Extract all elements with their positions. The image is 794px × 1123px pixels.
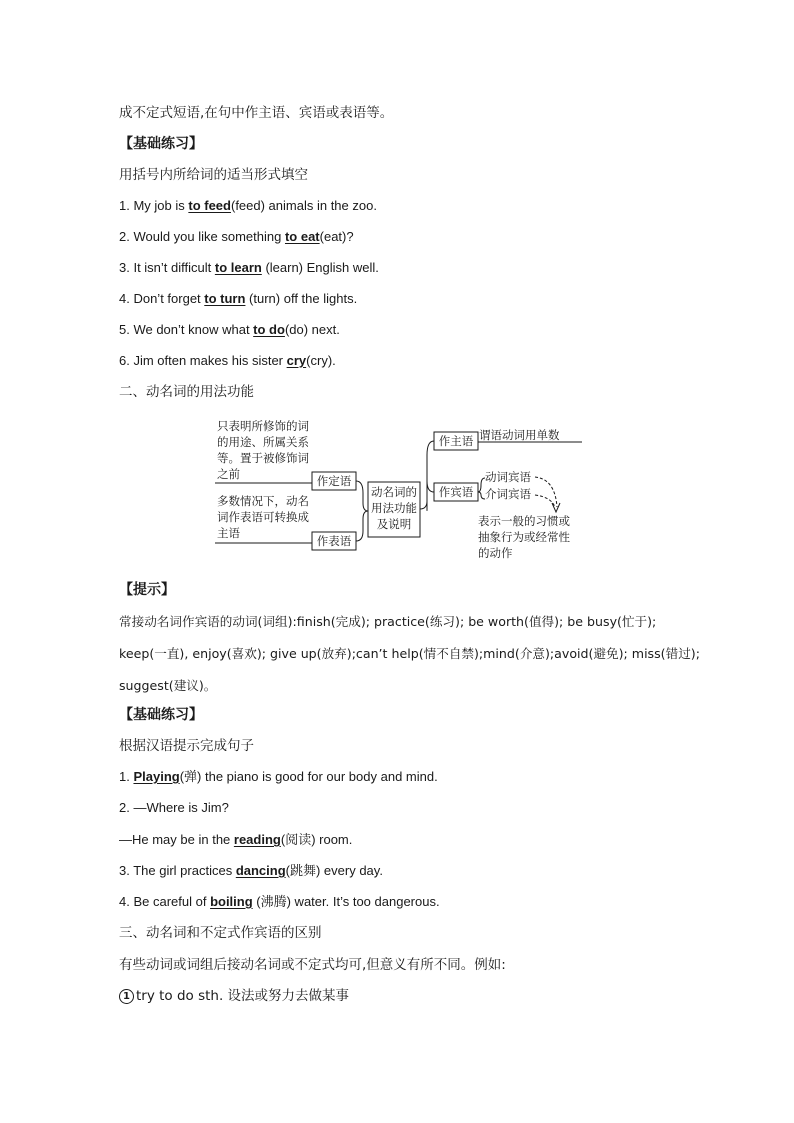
section-heading-2: 二、动名词的用法功能 xyxy=(119,384,254,400)
exercise-item: 6. Jim often makes his sister cry(cry). xyxy=(119,353,336,368)
gerund-usage-diagram xyxy=(205,415,600,565)
subj-label: 作主语 xyxy=(438,434,474,448)
exercise-item: 5. We don’t know what to do(do) next. xyxy=(119,322,340,337)
obj-label: 作宾语 xyxy=(438,485,474,499)
svg-text:的用途、所属关系: 的用途、所属关系 xyxy=(217,435,309,449)
exercise-item: —He may be in the reading(阅读) room. xyxy=(119,832,353,847)
tip-line: keep(一直), enjoy(喜欢); give up(放弃);can’t help(情不自禁);mind(介意);avoid(避免); miss(错过); xyxy=(119,646,700,661)
instruction-2: 根据汉语提示完成句子 xyxy=(119,738,254,754)
answer: Playing xyxy=(133,769,180,784)
svg-text:抽象行为或经常性: 抽象行为或经常性 xyxy=(478,530,570,544)
svg-text:只表明所修饰的词: 只表明所修饰的词 xyxy=(217,419,309,433)
section3-desc: 有些动词或词组后接动名词或不定式均可,但意义有所不同。例如: xyxy=(119,957,506,973)
exercise-item: 3. It isn’t difficult to learn (learn) English well. xyxy=(119,260,379,275)
answer: to eat xyxy=(284,229,320,244)
circled-number: 1 xyxy=(119,989,134,1004)
svg-text:主语: 主语 xyxy=(217,526,240,540)
answer: to feed xyxy=(188,198,231,213)
exercise-item: 1. Playing(弹) the piano is good for our body and mind. xyxy=(119,769,438,784)
attr-desc xyxy=(217,419,309,481)
section3-item: 1 try to do sth. 设法或努力去做某事 xyxy=(119,987,349,1005)
center-label: 用法功能 xyxy=(371,501,417,515)
attr-label: 作定语 xyxy=(316,474,352,488)
subj-desc: 谓语动词用单数 xyxy=(479,428,560,442)
exercise-item: 3. The girl practices dancing(跳舞) every day. xyxy=(119,863,383,878)
pred-label: 作表语 xyxy=(316,534,352,548)
practice-header-1: 【基础练习】 xyxy=(119,136,203,152)
svg-text:等。置于被修饰词: 等。置于被修饰词 xyxy=(217,451,309,465)
exercise-item: 2. Would you like something to eat(eat)? xyxy=(119,229,354,244)
tip-line: suggest(建议)。 xyxy=(119,678,217,693)
answer: to do xyxy=(253,322,285,337)
tip-header: 【提示】 xyxy=(119,582,175,598)
svg-text:的动作: 的动作 xyxy=(478,546,513,560)
exercise-item: 2. —Where is Jim? xyxy=(119,800,229,815)
answer: dancing xyxy=(235,863,286,878)
exercise-item: 1. My job is to feed(feed) animals in the zoo. xyxy=(119,198,377,213)
obj-prep: 介词宾语 xyxy=(485,487,531,501)
svg-text:表示一般的习惯或: 表示一般的习惯或 xyxy=(478,514,570,528)
answer: boiling xyxy=(210,894,253,909)
pred-desc xyxy=(217,494,309,540)
svg-text:之前: 之前 xyxy=(217,467,240,481)
obj-verb: 动词宾语 xyxy=(485,470,531,484)
tip-line: 常接动名词作宾语的动词(词组):finish(完成); practice(练习); be worth(值得); be busy(忙于); xyxy=(119,614,657,629)
instruction-1: 用括号内所给词的适当形式填空 xyxy=(119,167,308,183)
intro-text: 成不定式短语,在句中作主语、宾语或表语等。 xyxy=(119,105,394,121)
exercise-item: 4. Don’t forget to turn (turn) off the lights. xyxy=(119,291,358,306)
svg-text:多数情况下，动名: 多数情况下，动名 xyxy=(217,494,309,508)
answer: to turn xyxy=(204,291,246,306)
section-heading-3: 三、动名词和不定式作宾语的区别 xyxy=(119,925,322,941)
obj-desc xyxy=(478,514,570,560)
answer: cry xyxy=(286,353,307,368)
center-label: 及说明 xyxy=(376,517,412,531)
exercise-item: 4. Be careful of boiling (沸腾) water. It’s too dangerous. xyxy=(119,894,440,909)
practice-header-2: 【基础练习】 xyxy=(119,707,203,723)
svg-text:词作表语可转换成: 词作表语可转换成 xyxy=(217,510,309,524)
answer: to learn xyxy=(214,260,262,275)
answer: reading xyxy=(233,832,281,847)
center-label: 动名词的 xyxy=(371,485,417,499)
